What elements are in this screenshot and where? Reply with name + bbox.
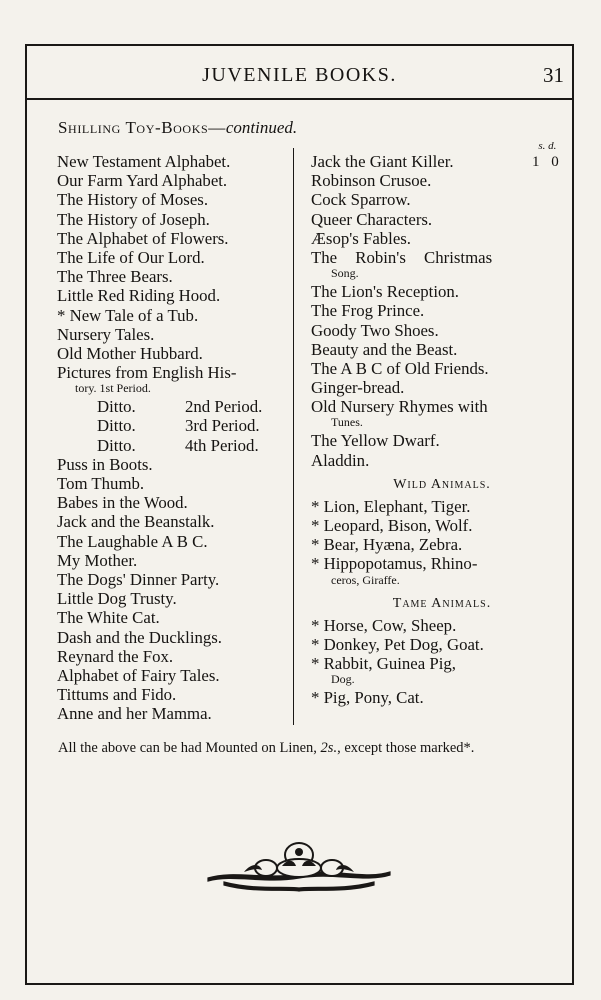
price-units: s. d. bbox=[538, 140, 557, 152]
list-item: * New Tale of a Tub. bbox=[57, 305, 199, 325]
footnote-price: 2s. bbox=[320, 740, 338, 756]
list-item bbox=[57, 416, 291, 435]
left-column bbox=[57, 152, 291, 723]
list-item: Little Dog Trusty. bbox=[57, 589, 177, 609]
list-item: Æsop's Fables. bbox=[311, 228, 411, 248]
list-item: Anne and her Mamma. bbox=[57, 704, 212, 724]
list-item: Dash and the Ducklings. bbox=[57, 627, 222, 647]
list-item: Queer Characters. bbox=[311, 209, 433, 229]
list-item-continuation: tory. 1st Period. bbox=[75, 381, 151, 396]
list-item: The Alphabet of Flowers. bbox=[57, 228, 229, 248]
list-item: The Frog Prince. bbox=[311, 301, 425, 321]
list-item-continuation: Song. bbox=[331, 266, 359, 281]
list-item: The History of Joseph. bbox=[57, 209, 210, 229]
list-item: Jack and the Beanstalk. bbox=[57, 512, 215, 532]
list-item: Goody Two Shoes. bbox=[311, 320, 439, 340]
list-item: Aladdin. bbox=[311, 450, 370, 470]
footnote-text: All the above can be had Mounted on Linen, bbox=[58, 740, 321, 756]
list-item: Robinson Crusoe. bbox=[311, 171, 432, 191]
wild-animals-heading: Wild Animals. bbox=[393, 476, 491, 492]
footnote bbox=[58, 740, 474, 757]
list-item: Reynard the Fox. bbox=[57, 646, 174, 666]
period-label: 4th Period. bbox=[185, 435, 259, 455]
list-item: Old Nursery Rhymes with bbox=[311, 397, 488, 417]
list-item: My Mother. bbox=[57, 550, 138, 570]
list-item bbox=[57, 397, 291, 416]
list-item: * Hippopotamus, Rhino- bbox=[311, 554, 478, 574]
list-item: The History of Moses. bbox=[57, 190, 209, 210]
period-label: 3rd Period. bbox=[185, 416, 260, 436]
list-item: Tom Thumb. bbox=[57, 474, 145, 493]
page-number: 31 bbox=[543, 63, 564, 87]
list-item: Old Mother Hubbard. bbox=[57, 343, 203, 363]
list-item: Nursery Tales. bbox=[57, 324, 155, 344]
list-item: Jack the Giant Killer. bbox=[311, 152, 454, 171]
price-value: 1 0 bbox=[532, 154, 563, 170]
floral-tailpiece-ornament bbox=[204, 838, 394, 896]
list-item: The A B C of Old Friends. bbox=[311, 358, 489, 378]
list-item bbox=[57, 436, 291, 455]
list-item: New Testament Alphabet. bbox=[57, 152, 231, 171]
tame-animals-heading: Tame Animals. bbox=[392, 595, 492, 611]
right-column bbox=[311, 152, 573, 707]
list-item: Tittums and Fido. bbox=[57, 685, 177, 705]
list-item-continuation: Tunes. bbox=[331, 415, 363, 430]
running-head: JUVENILE BOOKS. bbox=[202, 64, 397, 86]
list-item: * Horse, Cow, Sheep. bbox=[311, 615, 457, 635]
list-item: Little Red Riding Hood. bbox=[57, 286, 221, 306]
list-item: * Leopard, Bison, Wolf. bbox=[311, 516, 473, 535]
section-title-main: Shilling Toy-Books— bbox=[58, 118, 226, 137]
list-item: The Lion's Reception. bbox=[311, 282, 459, 302]
list-item: The Yellow Dwarf. bbox=[311, 431, 440, 451]
list-item: The White Cat. bbox=[57, 608, 160, 628]
footnote-text-end: , except those marked*. bbox=[337, 740, 475, 756]
section-title bbox=[58, 118, 297, 138]
ditto-label: Ditto. bbox=[97, 416, 136, 436]
list-item: The Life of Our Lord. bbox=[57, 247, 205, 267]
list-item: * Rabbit, Guinea Pig, bbox=[311, 653, 456, 673]
list-item: * Donkey, Pet Dog, Goat. bbox=[311, 634, 484, 654]
list-item-continuation: ceros, Giraffe. bbox=[331, 572, 400, 587]
list-item: * Lion, Elephant, Tiger. bbox=[311, 496, 471, 516]
list-item: Beauty and the Beast. bbox=[311, 339, 458, 359]
list-item: Our Farm Yard Alphabet. bbox=[57, 171, 228, 191]
column-divider bbox=[293, 148, 294, 725]
list-item: Cock Sparrow. bbox=[311, 190, 411, 210]
list-item: * Pig, Pony, Cat. bbox=[311, 688, 424, 708]
section-title-continued: continued. bbox=[225, 118, 298, 137]
list-item: Ginger-bread. bbox=[311, 378, 405, 398]
list-item: Pictures from English His- bbox=[57, 363, 237, 383]
list-item: * Bear, Hyæna, Zebra. bbox=[311, 535, 463, 555]
list-item: The Dogs' Dinner Party. bbox=[57, 569, 220, 589]
list-item: The Robin's Christmas bbox=[311, 247, 493, 267]
period-label: 2nd Period. bbox=[185, 397, 263, 417]
list-item: Babes in the Wood. bbox=[57, 493, 188, 513]
list-item-continuation: Dog. bbox=[331, 672, 355, 687]
ditto-label: Ditto. bbox=[97, 435, 136, 455]
header-rule bbox=[25, 98, 574, 100]
list-item: Alphabet of Fairy Tales. bbox=[57, 665, 220, 685]
ditto-label: Ditto. bbox=[97, 397, 136, 417]
list-item: Puss in Boots. bbox=[57, 454, 153, 474]
list-item: The Laughable A B C. bbox=[57, 531, 208, 551]
list-item: The Three Bears. bbox=[57, 267, 173, 287]
